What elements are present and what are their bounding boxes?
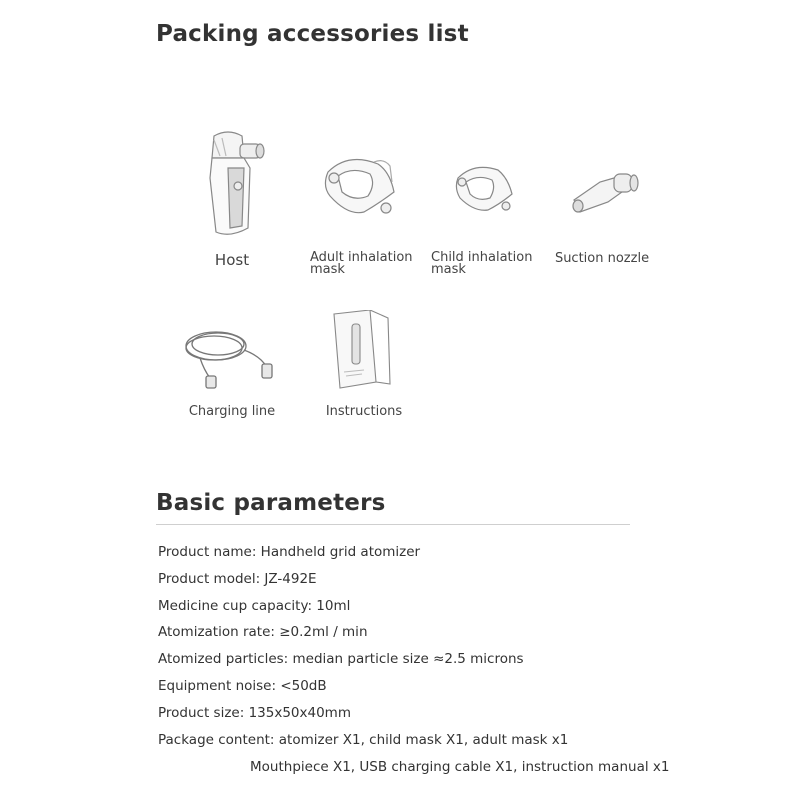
param-atomized-particles: Atomized particles: median particle size ≈2.5 microns xyxy=(158,651,524,667)
adult-mask-label: Adult inhalation mask xyxy=(310,250,413,277)
packing-title: Packing accessories list xyxy=(156,21,469,47)
param-product-size: Product size: 135x50x40mm xyxy=(158,705,351,721)
adult-mask-icon xyxy=(318,152,400,222)
param-noise: Equipment noise: <50dB xyxy=(158,678,327,694)
param-product-model: Product model: JZ-492E xyxy=(158,571,317,587)
host-label: Host xyxy=(214,251,250,269)
param-package-content: Package content: atomizer X1, child mask X1, adult mask x1 xyxy=(158,732,569,748)
child-mask-label: Child inhalation mask xyxy=(431,250,533,277)
instructions-label: Instructions xyxy=(325,404,403,419)
suction-nozzle-label: Suction nozzle xyxy=(554,251,650,266)
child-mask-icon xyxy=(450,162,518,218)
param-package-content-continued: Mouthpiece X1, USB charging cable X1, instruction manual x1 xyxy=(250,759,670,775)
section-divider xyxy=(156,524,630,525)
param-cup-capacity: Medicine cup capacity: 10ml xyxy=(158,598,351,614)
param-atomization-rate: Atomization rate: ≥0.2ml / min xyxy=(158,624,368,640)
suction-nozzle-icon xyxy=(570,170,642,216)
instruction-booklet-icon xyxy=(330,310,392,390)
nebulizer-host-icon xyxy=(200,128,270,240)
charging-cable-icon xyxy=(180,320,284,392)
params-title: Basic parameters xyxy=(156,490,386,516)
param-product-name: Product name: Handheld grid atomizer xyxy=(158,544,421,560)
charging-line-label: Charging line xyxy=(188,404,276,419)
